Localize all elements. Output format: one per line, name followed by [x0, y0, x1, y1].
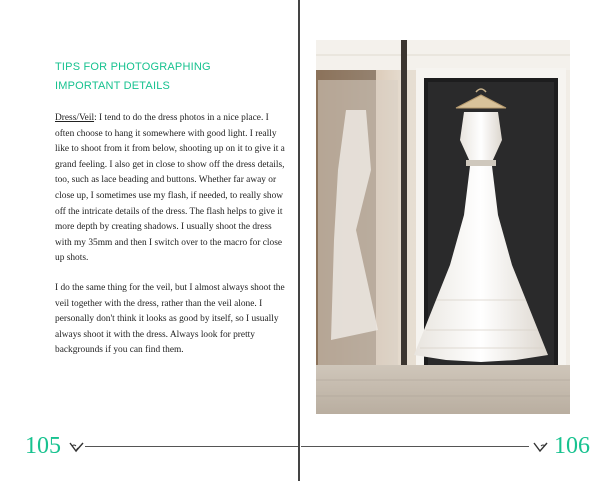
page-number-left: 105: [25, 433, 61, 459]
leaf-ornament-icon: [69, 440, 85, 454]
paragraph-1-text: : I tend to do the dress photos in a nice place. I often choose to hang it somewhere with good light. I really like to shoot from it from below, shooting up on it to give it a grand feeling. I also get in close to show off the dress details, too, such as lace beading and buttons. Whether far away or close up, I sometimes use my flash, if needed, to really show off the intricate details of the dress. The flash helps to give it more depth by creating shadows. I usually shoot the dress with my 35mm and then I switch over to the macro for close up shots.: [55, 113, 285, 264]
leaf-ornament-icon: [532, 440, 548, 454]
book-spine: [298, 0, 300, 481]
section-heading: TIPS FOR PHOTOGRAPHING IMPORTANT DETAILS: [55, 61, 211, 92]
dress-veil-label: Dress/Veil: [55, 113, 95, 123]
paragraph-veil: I do the same thing for the veil, but I almost always shoot the veil together with the dress, rather than the veil alone. I personally don't think it looks as good by itself, so I usually always shoot it with the dress. Always look for pretty backgrounds if you can find them.: [55, 282, 285, 356]
wedding-dress-photo: [316, 40, 570, 414]
photo-illustration: [316, 40, 570, 414]
footer-rule-right: [301, 446, 529, 447]
paragraph-dress-veil: [55, 111, 287, 267]
footer-rule-left: [85, 446, 298, 447]
page-number-right: 106: [554, 433, 590, 459]
body-text: [55, 111, 287, 373]
left-page: [0, 0, 299, 481]
